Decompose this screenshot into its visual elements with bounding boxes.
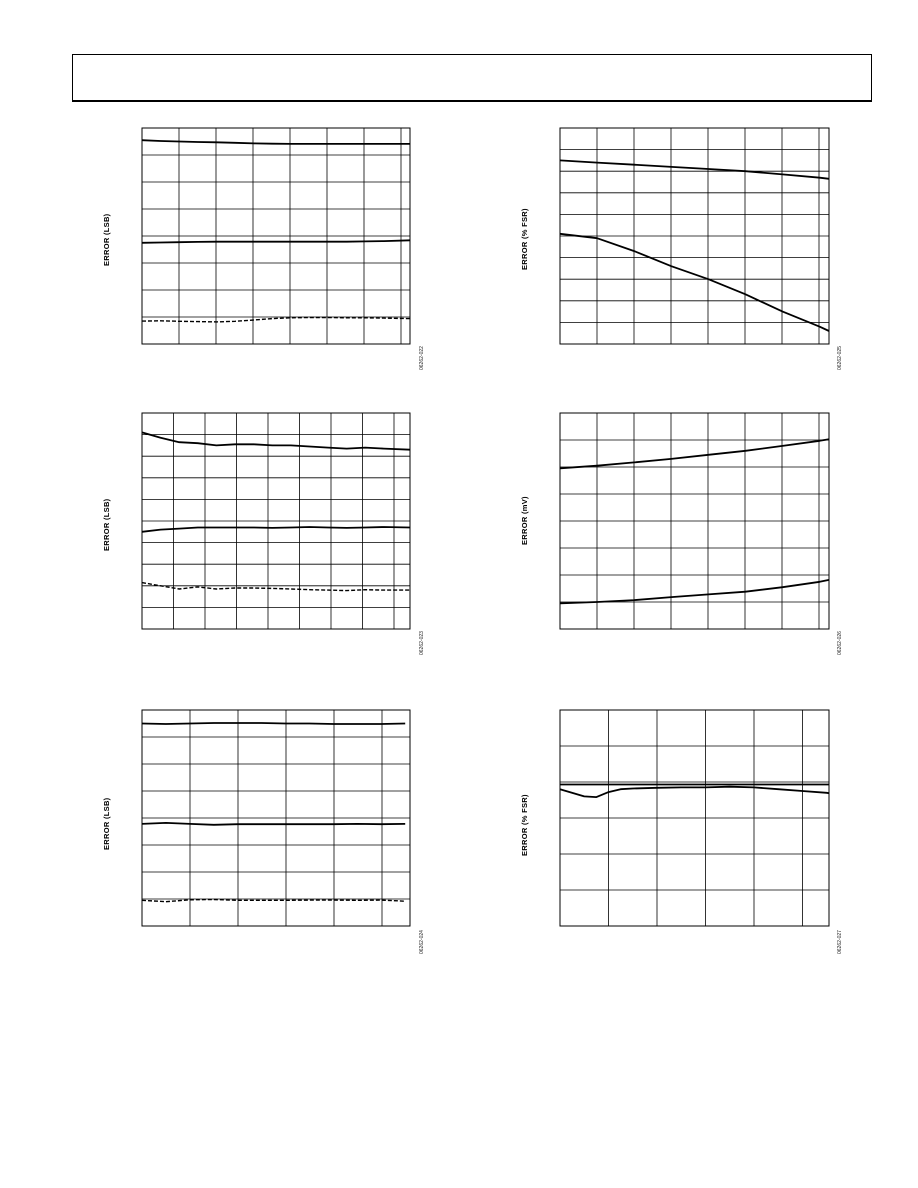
chart-6-series-2-line [560,787,829,797]
chart-3-plot [90,405,440,675]
chart-3-figure-code: 06262-023 [419,631,425,655]
chart-5-figure-code: 06262-024 [419,930,425,954]
chart-5 [90,702,440,972]
chart-2-y-axis-label: ERROR (% FSR) [520,208,529,270]
chart-3 [90,405,440,675]
chart-6-y-axis-label: ERROR (% FSR) [520,794,529,856]
chart-4-series-2-line [560,580,829,603]
chart-5-y-axis-label: ERROR (LSB) [102,797,111,850]
chart-1-series-3-line [142,318,410,322]
chart-2-series-1-line [560,160,829,178]
chart-1 [90,120,440,390]
chart-3-series-2-line [142,527,410,532]
chart-6-figure-code: 06262-027 [837,930,843,954]
chart-5-plot [90,702,440,972]
chart-4-figure-code: 06262-026 [837,631,843,655]
chart-1-series-2-line [142,240,410,243]
chart-1-plot [90,120,440,390]
chart-4-plot [508,405,858,675]
chart-2-plot [508,120,858,390]
chart-5-series-3-line [142,900,405,902]
chart-3-y-axis-label: ERROR (LSB) [102,498,111,551]
chart-4 [508,405,858,675]
chart-2-series-2-line [560,234,829,331]
chart-3-series-3-line [142,583,410,591]
chart-6 [508,702,858,972]
chart-5-series-1-line [142,723,405,724]
chart-1-series-1-line [142,140,410,144]
chart-4-y-axis-label: ERROR (mV) [520,496,529,545]
chart-1-y-axis-label: ERROR (LSB) [102,213,111,266]
chart-5-series-2-line [142,823,405,825]
chart-4-series-1-line [560,439,829,468]
chart-1-figure-code: 06262-022 [419,346,425,370]
page-header-box [72,54,872,102]
chart-2-figure-code: 06262-025 [837,346,843,370]
chart-2 [508,120,858,390]
chart-6-plot [508,702,858,972]
